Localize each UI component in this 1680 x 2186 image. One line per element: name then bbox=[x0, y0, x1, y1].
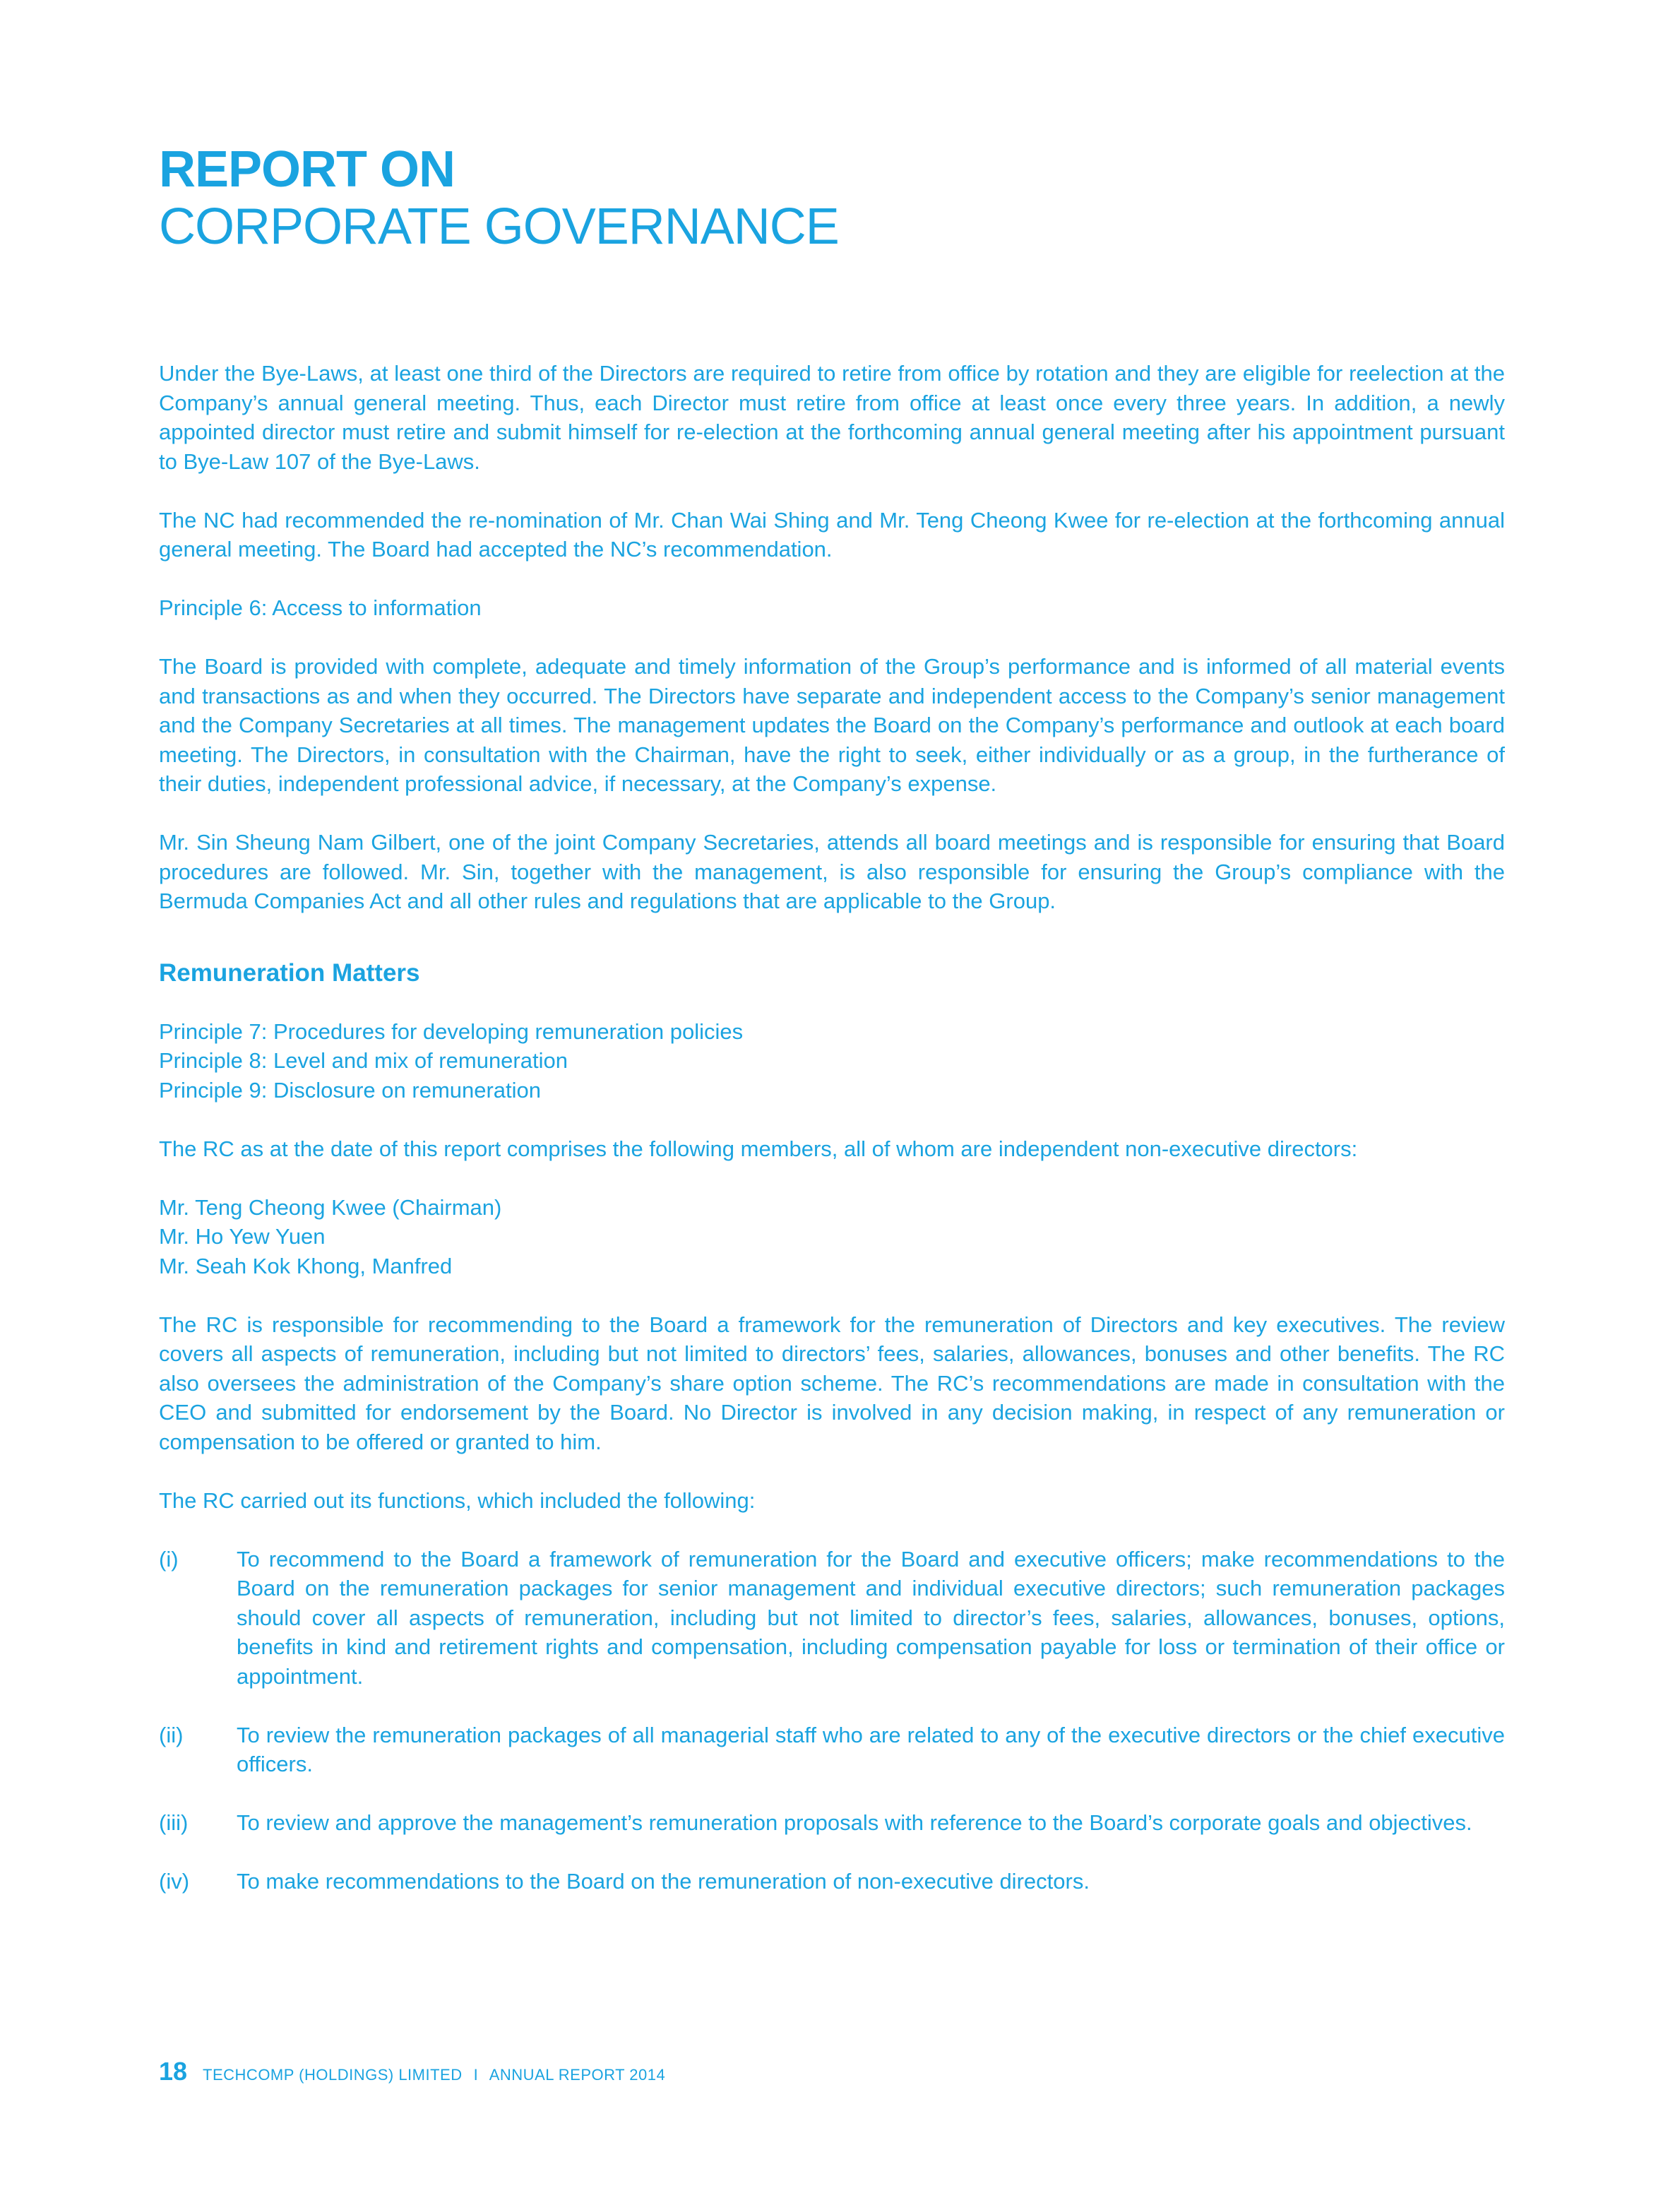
rc-member: Mr. Ho Yew Yuen bbox=[159, 1224, 326, 1249]
principle-8-label: Principle 8: Level and mix of remuneration bbox=[159, 1048, 568, 1073]
list-text: To review and approve the management’s remuneration proposals with reference to the Board’s corporate goals and objectives. bbox=[237, 1810, 1472, 1835]
list-number: (i) bbox=[159, 1546, 179, 1572]
function-list-item bbox=[159, 1808, 1505, 1838]
section-heading-remuneration: Remuneration Matters bbox=[159, 958, 420, 987]
list-text: To recommend to the Board a framework of remuneration for the Board and executive officers; make recommendations to the Board on the remuneration packages for senior management and individual executive directors; such remuneration packages should cover all aspects of remuneration, including but not limited to director’s fees, salaries, allowances, bonuses, options, benefits in kind and retirement rights and compensation, including compensation payable for loss or termination of their office or appointment. bbox=[237, 1546, 1505, 1689]
list-number: (ii) bbox=[159, 1722, 184, 1747]
function-list-item bbox=[159, 1721, 1505, 1779]
function-list-item bbox=[159, 1545, 1505, 1692]
paragraph-rc-intro: The RC as at the date of this report comprises the following members, all of whom are independent non-executive directors: bbox=[159, 1136, 1358, 1161]
rc-member: Mr. Seah Kok Khong, Manfred bbox=[159, 1253, 453, 1278]
paragraph-rc-responsibility: The RC is responsible for recommending to the Board a framework for the remuneration of Directors and key executives. The review covers all aspects of remuneration, including but not limited to directors’ fees, salaries, allowances, bonuses and other benefits. The RC also oversees the administration of the Company’s share option scheme. The RC’s recommendations are made in consultation with the CEO and submitted for endorsement by the Board. No Director is involved in any decision making, in respect of any remuneration or compensation to be offered or granted to him. bbox=[159, 1312, 1505, 1454]
page-number: 18 bbox=[159, 2057, 188, 2086]
paragraph-bye-laws: Under the Bye-Laws, at least one third of the Directors are required to retire from office by rotation and they are eligible for reelection at the Company’s annual general meeting. Thus, each Director must retire from office at least once every three years. In addition, a newly appointed director must retire and submit himself for re-election at the forthcoming annual general meeting after his appointment pursuant to Bye-Law 107 of the Bye-Laws. bbox=[159, 361, 1505, 474]
rc-member: Mr. Teng Cheong Kwee (Chairman) bbox=[159, 1194, 502, 1220]
list-number: (iv) bbox=[159, 1869, 190, 1894]
body-text bbox=[159, 359, 1505, 1925]
title-line-2: CORPORATE GOVERNANCE bbox=[159, 198, 839, 255]
paragraph-functions-intro: The RC carried out its functions, which included the following: bbox=[159, 1487, 756, 1513]
title-line-1: REPORT ON bbox=[159, 141, 455, 198]
paragraph-board-information: The Board is provided with complete, adequate and timely information of the Group’s performance and is informed of all material events and transactions as and when they occurred. The Directors have separate and independent access to the Company’s senior management and the Company Secretaries at all times. The management updates the Board on the Company’s performance and outlook at each board meeting. The Directors, in consultation with the Chairman, have the right to seek, either individually or as a group, in the furtherance of their duties, independent professional advice, if necessary, at the Company’s expense. bbox=[159, 654, 1505, 796]
list-number: (iii) bbox=[159, 1810, 189, 1835]
footer-report-title: ANNUAL REPORT 2014 bbox=[489, 2066, 666, 2084]
footer-company: TECHCOMP (HOLDINGS) LIMITED bbox=[203, 2066, 463, 2084]
list-text: To make recommendations to the Board on the remuneration of non-executive directors. bbox=[237, 1869, 1090, 1894]
paragraph-nc-recommendation: The NC had recommended the re-nomination of Mr. Chan Wai Shing and Mr. Teng Cheong Kwee for re-election at the forthcoming annual general meeting. The Board had accepted the NC’s recommendation. bbox=[159, 507, 1505, 562]
principle-7-label: Principle 7: Procedures for developing remuneration policies bbox=[159, 1018, 744, 1044]
principle-9-label: Principle 9: Disclosure on remuneration bbox=[159, 1077, 542, 1103]
page-title bbox=[159, 141, 839, 256]
footer-separator: I bbox=[473, 2066, 478, 2084]
paragraph-company-secretary: Mr. Sin Sheung Nam Gilbert, one of the joint Company Secretaries, attends all board meetings and is responsible for ensuring that Board procedures are followed. Mr. Sin, together with the management, is also responsible for ensuring the Group’s compliance with the Bermuda Companies Act and all other rules and regulations that are applicable to the Group. bbox=[159, 830, 1505, 913]
list-text: To review the remuneration packages of all managerial staff who are related to any of the executive directors or the chief executive officers. bbox=[237, 1722, 1505, 1776]
page-footer bbox=[159, 2057, 665, 2086]
principle-6-label: Principle 6: Access to information bbox=[159, 595, 482, 620]
function-list-item bbox=[159, 1867, 1505, 1896]
